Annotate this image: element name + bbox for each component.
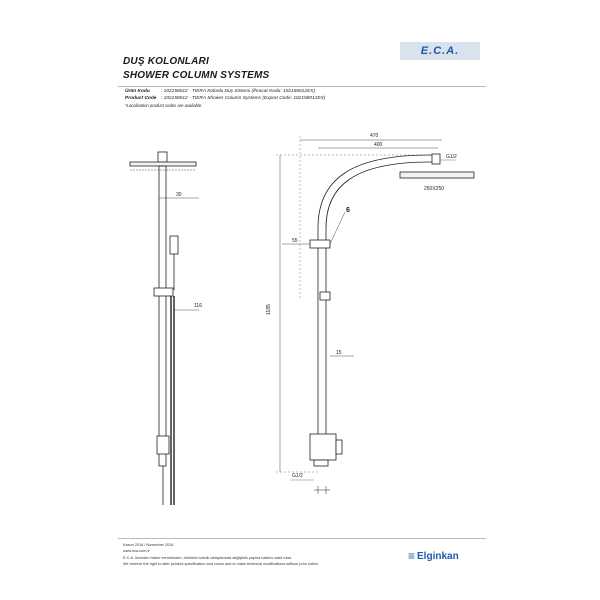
front-shower-head	[130, 162, 196, 166]
front-view	[130, 152, 196, 505]
dim-55: 55	[292, 238, 298, 244]
footer-disclaimer-tr: E.C.A. önceden haber vermeksizin, ürünlerin teknik detaylarında değişiklik yapma hakkını saklı tutar.	[123, 556, 292, 560]
front-slider	[154, 288, 173, 296]
product-code-en-value: : 102158012 - TIERA Shower Column Systems (Export Code: 102158012EX)	[161, 96, 326, 101]
product-code-tr-label: Ürün Kodu	[125, 89, 150, 94]
side-hand-shower-holder	[310, 240, 330, 248]
elginkan-wordmark: Elginkan	[417, 550, 459, 562]
side-column-curve-inner	[326, 162, 440, 466]
footer-disclaimer-en: We reserve the right to alter product specification and colors and to make technical modifications without prior notice.	[123, 562, 320, 566]
dim-116: 116	[194, 303, 202, 309]
side-mixer-handle	[336, 440, 342, 454]
footer-date: Kasım 2016 / November 2016	[123, 543, 174, 547]
footer-divider	[118, 538, 486, 539]
side-shower-head	[400, 172, 474, 178]
front-mixer	[157, 436, 169, 454]
callout-6: 6	[346, 207, 350, 214]
localisation-note: *Localisation product codes are available.	[125, 103, 203, 108]
head-size: 250X250	[424, 186, 445, 192]
title-english: SHOWER COLUMN SYSTEMS	[123, 70, 270, 81]
side-mixer-body	[310, 434, 336, 460]
callout-leader	[330, 212, 345, 244]
eca-logo-text: E.C.A.	[420, 45, 460, 57]
front-column-pipe	[159, 166, 166, 466]
product-code-tr-value: : 102158012 - TIERA Kolonlu Duş Sistemi (İhracat Kodu: 102158012EX)	[161, 89, 315, 94]
dim-470: 470	[370, 133, 379, 139]
front-hand-shower	[170, 236, 178, 254]
side-outlet	[314, 460, 328, 466]
dim-15: 15	[336, 350, 342, 356]
side-column-curve-outer	[318, 155, 440, 466]
footer-url[interactable]: www.eca.com.tr	[123, 549, 150, 553]
dim-400: 400	[374, 142, 383, 148]
thread-top: G1/2	[446, 154, 457, 160]
side-thread-mark	[314, 486, 330, 494]
front-head-connector	[158, 152, 167, 162]
dim-30: 30	[176, 192, 182, 198]
side-view	[310, 154, 474, 494]
elginkan-logo	[408, 549, 459, 563]
side-head-connector	[432, 154, 440, 164]
thread-bottom: G1/2	[292, 473, 303, 479]
elginkan-mark-icon: ≡	[408, 549, 416, 563]
side-slider	[320, 292, 330, 300]
product-code-en-label: Product Code	[125, 96, 157, 101]
dim-1185: 1185	[266, 304, 272, 315]
title-turkish: DUŞ KOLONLARI	[123, 56, 209, 67]
